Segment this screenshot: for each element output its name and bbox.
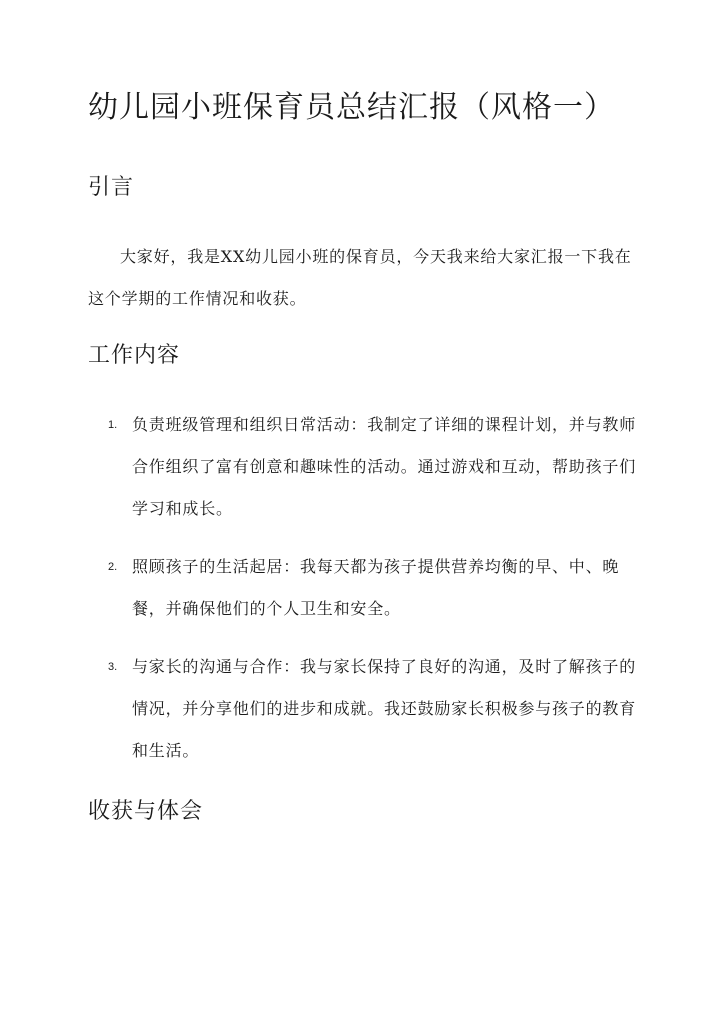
section-heading-work: 工作内容 [88,343,181,368]
work-item-number: 3. [108,661,118,673]
work-item-1 [88,404,648,530]
document-title: 幼儿园小班保育员总结汇报（风格一） [88,90,615,125]
work-item-text: 负责班级管理和组织日常活动：我制定了详细的课程计划，并与教师合作组织了富有创意和趣味性的活动。通过游戏和互动，帮助孩子们学习和成长。 [132,415,637,518]
work-item-text: 与家长的沟通与合作：我与家长保持了良好的沟通，及时了解孩子的情况，并分享他们的进步和成就。我还鼓励家长积极参与孩子的教育和生活。 [132,657,637,760]
work-item-text: 照顾孩子的生活起居：我每天都为孩子提供营养均衡的早、中、晚餐，并确保他们的个人卫生和安全。 [132,557,620,618]
work-item-3 [88,646,648,772]
work-item-number: 1. [108,419,118,431]
section-heading-gains: 收获与体会 [88,799,204,824]
work-item-2 [88,546,648,630]
intro-paragraph: 大家好，我是XX幼儿园小班的保育员，今天我来给大家汇报一下我在这个学期的工作情况和收获。 [88,247,632,308]
work-item-number: 2. [108,561,118,573]
section-heading-intro: 引言 [88,175,135,200]
work-list [88,404,648,788]
